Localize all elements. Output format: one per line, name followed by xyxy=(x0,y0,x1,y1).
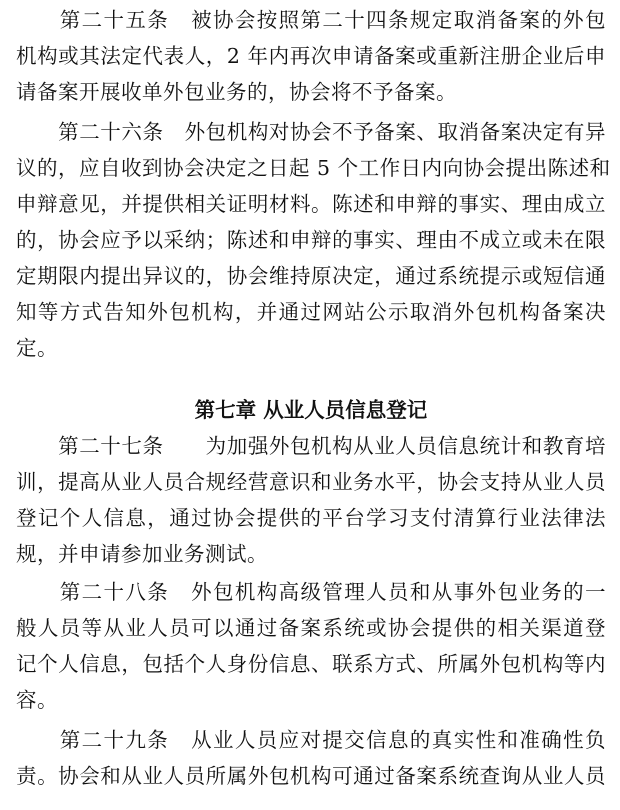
chapter-7-heading: 第七章 从业人员信息登记 xyxy=(194,398,428,422)
article-25-line-1: 第二十五条 被协会按照第二十四条规定取消备案的外包 xyxy=(16,8,606,32)
article-27-line-1: 第二十七条 为加强外包机构从业人员信息统计和教育培 xyxy=(16,434,606,458)
article-27-line-3: 登记个人信息，通过协会提供的平台学习支付清算行业法律法 xyxy=(16,506,606,530)
article-27-line-2: 训，提高从业人员合规经营意识和业务水平，协会支持从业人员 xyxy=(16,470,606,494)
article-26-line-1: 第二十六条 外包机构对协会不予备案、取消备案决定有异 xyxy=(16,120,606,144)
article-28-line-2: 般人员等从业人员可以通过备案系统或协会提供的相关渠道登 xyxy=(16,616,606,640)
article-26-line-6: 知等方式告知外包机构，并通过网站公示取消外包机构备案决 xyxy=(16,300,606,324)
article-28-line-3: 记个人信息，包括个人身份信息、联系方式、所属外包机构等内 xyxy=(16,652,606,676)
article-25-line-2: 机构或其法定代表人，2 年内再次申请备案或重新注册企业后申 xyxy=(16,44,606,68)
article-26-line-2: 议的，应自收到协会决定之日起 5 个工作日内向协会提出陈述和 xyxy=(16,156,611,180)
article-29-line-2: 责。协会和从业人员所属外包机构可通过备案系统查询从业人员 xyxy=(16,764,606,788)
article-28-line-4: 容。 xyxy=(16,688,58,712)
article-26-line-7: 定。 xyxy=(16,336,58,360)
article-28-line-1: 第二十八条 外包机构高级管理人员和从事外包业务的一 xyxy=(16,580,606,604)
article-29-line-1: 第二十九条 从业人员应对提交信息的真实性和准确性负 xyxy=(16,728,606,752)
article-25-line-3: 请备案开展收单外包业务的，协会将不予备案。 xyxy=(16,80,457,104)
article-26-line-5: 定期限内提出异议的，协会维持原决定，通过系统提示或短信通 xyxy=(16,264,606,288)
article-26-line-4: 的，协会应予以采纳；陈述和申辩的事实、理由不成立或未在限 xyxy=(16,228,606,252)
article-26-line-3: 申辩意见，并提供相关证明材料。陈述和申辩的事实、理由成立 xyxy=(16,192,606,216)
article-27-line-4: 规，并申请参加业务测试。 xyxy=(16,542,268,566)
